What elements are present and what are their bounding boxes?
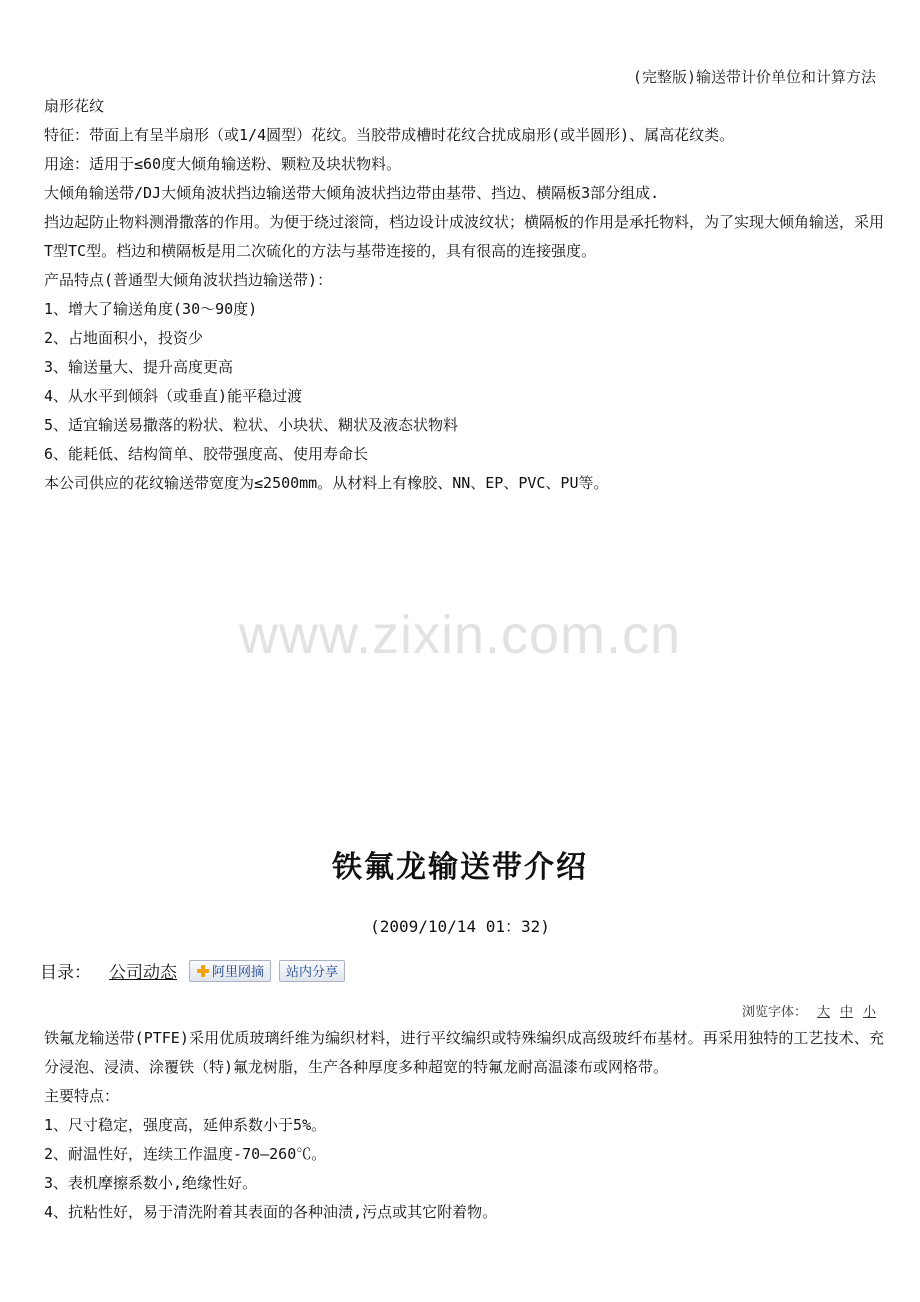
toc-bar [40,958,353,983]
list-item: 1、尺寸稳定，强度高，延伸系数小于5%。 [44,1116,327,1134]
paragraph: 主要特点： [44,1087,120,1105]
paragraph: 用途：适用于≤60度大倾角输送粉、颗粒及块状物料。 [44,155,402,173]
alibaba-bookmark-label: 阿里网摘 [212,965,265,980]
alibaba-bookmark-button[interactable] [189,960,271,982]
list-item: 2、占地面积小，投资少 [44,329,204,347]
section-patterned-belts [44,92,884,498]
list-item: 3、表机摩擦系数小,绝缘性好。 [44,1174,258,1192]
list-item: 1、增大了输送角度(30～90度) [44,300,258,318]
site-share-button[interactable] [279,960,345,982]
font-size-selector [742,1001,876,1020]
list-item: 4、抗粘性好，易于清洗附着其表面的各种油渍,污点或其它附着物。 [44,1203,498,1221]
paragraph: 扇形花纹 [44,97,105,115]
section-ptfe-belts [44,1024,884,1227]
watermark: www.zixin.com.cn [238,605,682,665]
paragraph: 大倾角输送带/DJ大倾角波状挡边输送带大倾角波状挡边带由基带、挡边、横隔板3部分组成. [44,184,660,202]
font-size-large[interactable]: 大 [816,1005,830,1020]
toc-link-company-news[interactable]: 公司动态 [109,963,177,983]
paragraph: 铁氟龙输送带(PTFE)采用优质玻璃纤维为编织材料，进行平纹编织或特殊编织成高级玻纤布基材。再采用独特的工艺技术、充分浸泡、浸渍、涂覆铁（特)氟龙树脂，生产各种厚度多种超宽的特氟龙耐高温漆布或网格带。 [44,1029,884,1076]
site-share-label: 站内分享 [286,965,339,980]
list-item: 3、输送量大、提升高度更高 [44,358,234,376]
font-size-small[interactable]: 小 [862,1005,876,1020]
plus-icon [196,964,210,978]
list-item: 6、能耗低、结构简单、胶带强度高、使用寿命长 [44,445,369,463]
paragraph: 本公司供应的花纹输送带宽度为≤2500mm。从材料上有橡胶、NN、EP、PVC、PU等。 [44,474,609,492]
toc-label: 目录： [40,963,91,983]
font-size-label: 浏览字体： [741,1005,807,1020]
font-size-medium[interactable]: 中 [839,1005,853,1020]
paragraph: 产品特点(普通型大倾角波状挡边输送带)： [44,271,333,289]
paragraph: 挡边起防止物料测滑撒落的作用。为便于绕过滚筒，档边设计成波纹状；横隔板的作用是承托物料，为了实现大倾角输送，采用T型TC型。档边和横隔板是用二次硫化的方法与基带连接的，具有很高的连接强度。 [44,213,885,260]
document-title: (完整版)输送带计价单位和计算方法 [632,68,876,86]
list-item: 5、适宜输送易撒落的粉状、粒状、小块状、糊状及液态状物料 [44,416,459,434]
list-item: 4、从水平到倾斜（或垂直)能平稳过渡 [44,387,303,405]
list-item: 2、耐温性好，连续工作温度-70—260℃。 [44,1145,327,1163]
paragraph: 特征：带面上有呈半扇形（或1/4圆型）花纹。当胶带成槽时花纹合扰成扇形(或半圆形)、属高花纹类。 [44,126,735,144]
article-date: (2009/10/14 01：32) [370,917,550,936]
article-title: 铁氟龙输送带介绍 [332,850,588,885]
